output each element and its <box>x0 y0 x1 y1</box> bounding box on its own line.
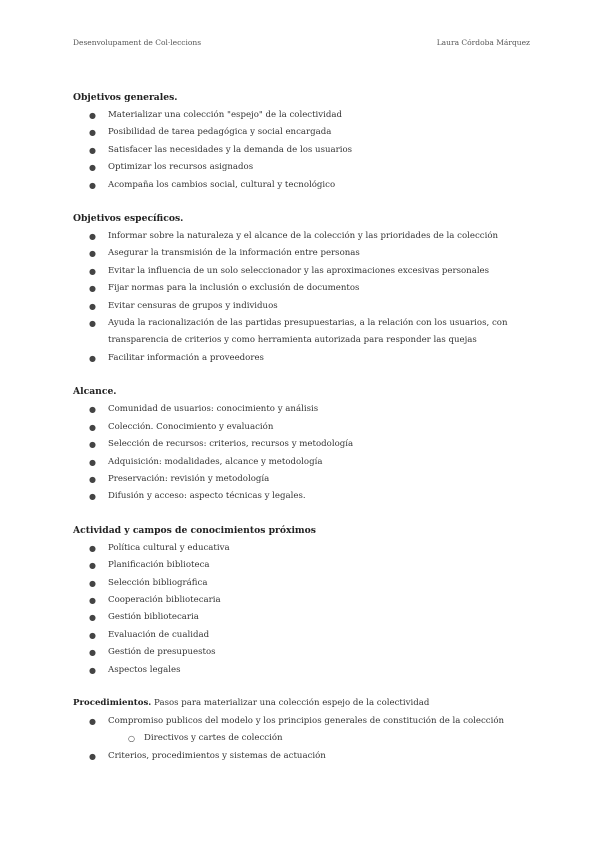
bullet-icon: ● <box>89 543 96 553</box>
bullet-icon: ● <box>89 405 96 415</box>
bullet-list <box>73 228 533 367</box>
section-heading: Alcance. <box>73 386 117 398</box>
bullet-icon: ● <box>89 630 96 640</box>
bullet-icon: ● <box>89 457 96 467</box>
bullet-icon: ● <box>89 163 96 173</box>
bullet-icon: ● <box>89 492 96 502</box>
bullet-icon: ● <box>89 249 96 259</box>
list-item: ● Evitar la influencia de un solo seleccionador y las aproximaciones excesivas personales <box>73 263 533 280</box>
list-item: ● Colección. Conocimiento y evaluación <box>73 419 533 436</box>
list-item: ● Preservación: revisión y metodología <box>73 471 533 488</box>
list-item: ● Facilitar información a proveedores <box>73 350 533 367</box>
bullet-list <box>73 713 533 765</box>
bullet-list <box>73 107 533 194</box>
sub-list-item: ○ Directivos y cartes de colección <box>73 730 533 747</box>
bullet-list <box>73 401 533 505</box>
bullet-list <box>73 540 533 679</box>
bullet-icon: ● <box>89 301 96 311</box>
list-item: ● Política cultural y educativa <box>73 540 533 557</box>
list-item: ● Cooperación bibliotecaria <box>73 592 533 609</box>
section-procedimientos <box>73 696 533 765</box>
section-objetivos-generales <box>73 90 533 194</box>
bullet-icon: ● <box>89 595 96 605</box>
bullet-icon: ● <box>89 319 96 329</box>
list-item: ● Difusión y acceso: aspecto técnicas y legales. <box>73 488 533 505</box>
bullet-icon: ● <box>89 716 96 726</box>
section-heading: Objetivos generales. <box>73 92 178 103</box>
section-objetivos-especificos <box>73 211 533 367</box>
list-item: ● Satisfacer las necesidades y la demanda de los usuarios <box>73 142 533 159</box>
bullet-icon: ● <box>89 613 96 623</box>
section-heading: Objetivos específicos. <box>73 213 184 225</box>
procedimientos-intro <box>73 696 533 711</box>
list-item: ● Ayuda la racionalización de las partidas presupuestarias, a la relación con los usuarios, con transparencia de criterios y como herramienta autorizada para responder las quejas <box>73 315 533 350</box>
bullet-icon: ● <box>89 561 96 571</box>
list-item: ● Criterios, procedimientos y sistemas de actuación <box>73 748 533 765</box>
section-heading: Actividad y campos de conocimientos próximos <box>73 524 316 536</box>
bullet-icon: ● <box>89 440 96 450</box>
bullet-icon: ● <box>89 474 96 484</box>
list-item: ● Selección de recursos: criterios, recursos y metodología <box>73 436 533 453</box>
list-item: ● Optimizar los recursos asignados <box>73 159 533 176</box>
header-course-title: Desenvolupament de Col·leccions <box>73 38 202 47</box>
section-alcance <box>73 384 533 505</box>
list-item: ● Evitar censuras de grupos y individuos <box>73 298 533 315</box>
list-item: ● Gestión de presupuestos <box>73 644 533 661</box>
list-item: ● Informar sobre la naturaleza y el alcance de la colección y las prioridades de la colección <box>73 228 533 245</box>
bullet-icon: ● <box>89 128 96 138</box>
list-item: ● Posibilidad de tarea pedagógica y social encargada <box>73 124 533 141</box>
procedimientos-description: Pasos para materializar una colección espejo de la colectividad <box>154 697 430 708</box>
document-body <box>73 90 533 782</box>
bullet-icon: ● <box>89 180 96 190</box>
bullet-icon: ● <box>89 422 96 432</box>
list-item: ● Adquisición: modalidades, alcance y metodología <box>73 454 533 471</box>
bullet-icon: ● <box>89 665 96 675</box>
list-item: ● Materializar una colección "espejo" de la colectividad <box>73 107 533 124</box>
list-item: ● Comunidad de usuarios: conocimiento y análisis <box>73 401 533 418</box>
bullet-icon: ● <box>89 751 96 761</box>
bullet-icon: ● <box>89 284 96 294</box>
header-author: Laura Córdoba Márquez <box>436 38 530 47</box>
list-item: ● Aspectos legales <box>73 662 533 679</box>
list-item: ● Evaluación de cualidad <box>73 627 533 644</box>
list-item: ● Compromiso publicos del modelo y los principios generales de constitución de la colección <box>73 713 533 730</box>
bullet-icon: ● <box>89 266 96 276</box>
hollow-bullet-icon: ○ <box>128 734 135 744</box>
bullet-icon: ● <box>89 111 96 120</box>
bullet-icon: ● <box>89 353 96 363</box>
bullet-icon: ● <box>89 232 96 242</box>
list-item: ● Asegurar la transmisión de la información entre personas <box>73 245 533 262</box>
bullet-icon: ● <box>89 145 96 155</box>
section-actividad <box>73 523 533 679</box>
section-heading: Procedimientos. <box>73 697 152 708</box>
bullet-icon: ● <box>89 578 96 588</box>
list-item: ● Acompaña los cambios social, cultural y tecnológico <box>73 177 533 194</box>
list-item: ● Fijar normas para la inclusión o exclusión de documentos <box>73 280 533 297</box>
bullet-icon: ● <box>89 648 96 658</box>
list-item: ● Gestión bibliotecaria <box>73 609 533 626</box>
list-item: ● Planificación biblioteca <box>73 557 533 574</box>
list-item: ● Selección bibliográfica <box>73 575 533 592</box>
